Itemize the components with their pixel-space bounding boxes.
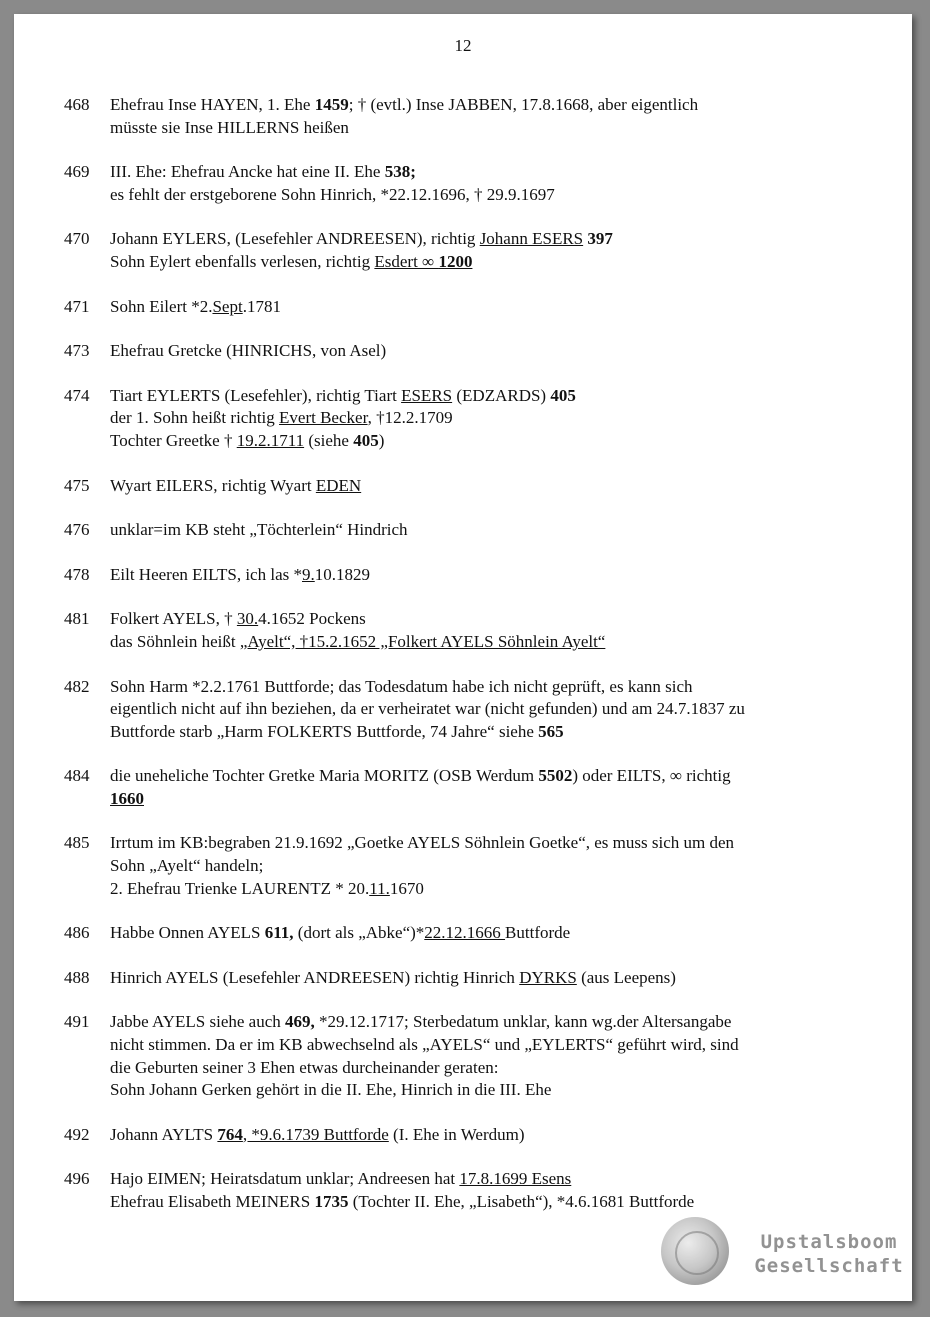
text-segment: 1735: [314, 1192, 349, 1211]
entry-text: [110, 967, 884, 990]
entry-number: 469: [64, 162, 90, 182]
text-segment: 469,: [285, 1012, 315, 1032]
seal-emblem-icon: [661, 1217, 729, 1285]
entry-text: [110, 1124, 884, 1147]
entry-text: [110, 765, 884, 810]
text-segment: , †12.2.1709: [367, 408, 453, 428]
entry-number: 470: [64, 229, 90, 249]
text-segment: 22.12.1666: [424, 923, 506, 943]
text-segment: III. Ehe: Ehefrau Ancke hat eine II. Ehe: [110, 162, 385, 182]
text-segment: das Söhnlein heißt: [110, 631, 240, 651]
entry-line: [110, 698, 884, 721]
text-segment: „Ayelt“, †15.2.1652 „Folkert AYELS Söhnlein Ayelt“: [239, 631, 606, 651]
entry-line: [110, 631, 884, 654]
entry-text: [110, 1168, 884, 1213]
entry-line: [110, 430, 884, 453]
entry-line: [110, 228, 884, 251]
text-segment: 405: [550, 385, 576, 405]
text-segment: 1200: [438, 251, 473, 271]
entry-line: [110, 117, 884, 140]
entry-line: [110, 608, 884, 631]
entry-line: [110, 922, 884, 945]
entry-number: 484: [64, 766, 90, 786]
entry-text: [110, 228, 884, 273]
entry-item: [64, 385, 884, 453]
entry-item: [64, 1168, 884, 1213]
text-segment: Buttforde starb „Harm FOLKERTS Buttforde, 74 Jahre“ siehe: [110, 721, 539, 741]
text-segment: Eilt Heeren EILTS, ich las *: [110, 564, 302, 584]
page-number: 12: [454, 36, 472, 55]
text-segment: 4.1652 Pockens: [258, 609, 366, 629]
entry-line: [110, 475, 884, 498]
entry-text: [110, 475, 884, 498]
text-segment: Habbe Onnen AYELS: [110, 923, 265, 943]
entry-text: [110, 676, 884, 744]
entry-line: [110, 385, 884, 408]
entry-line: [110, 407, 884, 430]
text-segment: Ehefrau Elisabeth MEINERS: [110, 1192, 315, 1211]
text-segment: 19.2.1711: [236, 430, 305, 450]
text-segment: der 1. Sohn heißt richtig: [110, 408, 280, 428]
entry-text: [110, 161, 884, 206]
entry-item: [64, 765, 884, 810]
entry-item: [64, 161, 884, 206]
entry-line: [110, 1034, 884, 1057]
entry-number: 468: [64, 95, 90, 114]
entry-line: [110, 519, 884, 542]
entry-number: 491: [64, 1012, 90, 1032]
text-segment: Ehefrau Gretcke (HINRICHS, von Asel): [110, 341, 387, 361]
entry-item: [64, 475, 884, 498]
text-segment: es fehlt der erstgeborene Sohn Hinrich, *22.12.1696, † 29.9.1697: [110, 184, 555, 204]
text-segment: *29.12.1717; Sterbedatum unklar, kann wg.der Altersangabe: [314, 1012, 732, 1032]
text-segment: Jabbe AYELS siehe auch: [110, 1012, 286, 1032]
text-segment: 397: [587, 229, 613, 249]
text-segment: Tochter Greetke †: [110, 430, 237, 450]
entry-line: [110, 967, 884, 990]
text-segment: Sept: [212, 296, 243, 316]
text-segment: ) oder EILTS, ∞ richtig: [572, 766, 731, 786]
entry-text: [110, 832, 884, 900]
text-segment: 764: [217, 1124, 243, 1144]
text-segment: 1660: [110, 788, 144, 808]
text-segment: ; † (evtl.) Inse JABBEN, 17.8.1668, aber eigentlich: [348, 95, 699, 114]
entry-item: [64, 564, 884, 587]
entry-item: [64, 676, 884, 744]
text-segment: Sohn Johann Gerken gehört in die II. Ehe, Hinrich in die III. Ehe: [110, 1080, 552, 1100]
entry-item: [64, 340, 884, 363]
entry-number: 478: [64, 564, 90, 584]
text-segment: Tiart EYLERTS (Lesefehler), richtig Tiart: [110, 385, 402, 405]
entry-list: [64, 94, 884, 1236]
text-segment: Hinrich AYELS (Lesefehler ANDREESEN) richtig Hinrich: [110, 967, 520, 987]
entry-line: [110, 721, 884, 744]
entry-line: [110, 251, 884, 274]
text-segment: Irrtum im KB:begraben 21.9.1692 „Goetke AYELS Söhnlein Goetke“, es muss sich um den: [110, 833, 735, 853]
text-segment: (aus Leepens): [576, 967, 676, 987]
entry-line: [110, 1079, 884, 1102]
entry-line: [110, 1191, 884, 1214]
entry-number: 474: [64, 385, 90, 405]
text-segment: 30.: [236, 609, 259, 629]
entry-line: [110, 1057, 884, 1080]
text-segment: DYRKS: [519, 967, 577, 987]
entry-text: [110, 922, 884, 945]
text-segment: Ehefrau Inse HAYEN, 1. Ehe: [110, 95, 315, 114]
entry-text: [110, 94, 884, 139]
entry-number: 486: [64, 923, 90, 943]
entry-item: [64, 1011, 884, 1101]
text-segment: die uneheliche Tochter Gretke Maria MORITZ (OSB Werdum: [110, 766, 539, 786]
entry-line: [110, 1124, 884, 1147]
text-segment: (I. Ehe in Werdum): [388, 1124, 525, 1144]
text-segment: (EDZARDS): [452, 385, 551, 405]
text-segment: eigentlich nicht auf ihn beziehen, da er verheiratet war (nicht gefunden) und am 24.7.1837 zu: [110, 699, 745, 719]
text-segment: 10.1829: [314, 564, 370, 584]
entry-number: 485: [64, 833, 90, 853]
text-segment: Folkert AYELS, †: [110, 609, 237, 629]
entry-text: [110, 296, 884, 319]
text-segment: ESERS: [401, 385, 453, 405]
entry-line: [110, 184, 884, 207]
entry-line: [110, 676, 884, 699]
text-segment: 17.8.1699 Esens: [459, 1169, 572, 1189]
text-segment: (dort als „Abke“)*: [293, 923, 425, 943]
entry-line: [110, 296, 884, 319]
text-segment: Sohn Eylert ebenfalls verlesen, richtig: [110, 251, 375, 271]
entry-text: [110, 519, 884, 542]
entry-item: [64, 296, 884, 319]
text-segment: , *9.6.1739 Buttforde: [242, 1124, 389, 1144]
entry-number: 473: [64, 341, 90, 361]
text-segment: Esdert ∞: [374, 251, 439, 271]
text-segment: 11.: [369, 878, 390, 898]
entry-item: [64, 94, 884, 139]
entry-line: [110, 765, 884, 788]
entry-line: [110, 1011, 884, 1034]
entry-line: [110, 855, 884, 878]
entry-line: [110, 340, 884, 363]
text-segment: 5502: [538, 766, 573, 786]
text-segment: (siehe: [304, 430, 354, 450]
entry-line: [110, 832, 884, 855]
text-segment: unklar=im KB steht „Töchterlein“ Hindrich: [110, 520, 408, 540]
entry-item: [64, 832, 884, 900]
entry-item: [64, 228, 884, 273]
watermark-line-1: Upstalsboom: [760, 1231, 898, 1253]
entry-number: 482: [64, 676, 90, 696]
entry-text: [110, 564, 884, 587]
entry-number: 481: [64, 609, 90, 629]
text-segment: 1459: [314, 95, 349, 114]
text-segment: Evert Becker: [279, 408, 368, 428]
entry-line: [110, 788, 884, 811]
text-segment: Hajo EIMEN; Heiratsdatum unklar; Andreesen hat: [110, 1169, 460, 1189]
entry-line: [110, 161, 884, 184]
text-segment: .1781: [242, 296, 281, 316]
text-segment: 9.: [302, 564, 315, 584]
entry-number: 488: [64, 967, 90, 987]
entry-item: [64, 967, 884, 990]
text-segment: nicht stimmen. Da er im KB abwechselnd als „AYELS“ und „EYLERTS“ geführt wird, sind: [110, 1035, 739, 1055]
entry-item: [64, 519, 884, 542]
entry-text: [110, 385, 884, 453]
entry-item: [64, 608, 884, 653]
entry-number: 476: [64, 520, 90, 540]
entry-line: [110, 1168, 884, 1191]
text-segment: EDEN: [315, 475, 362, 495]
text-segment: (Tochter II. Ehe, „Lisabeth“), *4.6.1681 Buttforde: [348, 1192, 695, 1211]
text-segment: 611,: [264, 923, 294, 943]
entry-text: [110, 608, 884, 653]
text-segment: Sohn Harm *2.2.1761 Buttforde; das Todesdatum habe ich nicht geprüft, es kann sich: [110, 676, 693, 696]
text-segment: die Geburten seiner 3 Ehen etwas durcheinander geraten:: [110, 1057, 499, 1077]
entry-text: [110, 1011, 884, 1101]
entry-line: [110, 94, 884, 117]
text-segment: Johann ESERS: [479, 229, 584, 249]
entry-number: 471: [64, 296, 90, 316]
text-segment: Johann AYLTS: [110, 1124, 218, 1144]
entry-number: 496: [64, 1169, 90, 1189]
entry-item: [64, 1124, 884, 1147]
text-segment: Wyart EILERS, richtig Wyart: [110, 475, 316, 495]
text-segment: Sohn „Ayelt“ handeln;: [110, 856, 264, 876]
entry-item: [64, 922, 884, 945]
document-page: [14, 14, 912, 1301]
entry-line: [110, 878, 884, 901]
watermark-logo: [749, 1230, 909, 1278]
text-segment: 538;: [384, 162, 416, 182]
text-segment: 565: [538, 721, 564, 741]
entry-line: [110, 564, 884, 587]
text-segment: Johann EYLERS, (Lesefehler ANDREESEN), richtig: [110, 229, 480, 249]
entry-text: [110, 340, 884, 363]
text-segment: müsste sie Inse HILLERNS heißen: [110, 117, 349, 137]
entry-number: 492: [64, 1124, 90, 1144]
text-segment: 1670: [389, 878, 424, 898]
text-segment: ): [378, 430, 385, 450]
entry-number: 475: [64, 475, 90, 495]
text-segment: 405: [353, 430, 379, 450]
watermark-line-2: Gesellschaft: [754, 1255, 904, 1277]
text-segment: Sohn Eilert *2.: [110, 296, 213, 316]
text-segment: 2. Ehefrau Trienke LAURENTZ * 20.: [110, 878, 370, 898]
text-segment: Buttforde: [505, 923, 571, 943]
